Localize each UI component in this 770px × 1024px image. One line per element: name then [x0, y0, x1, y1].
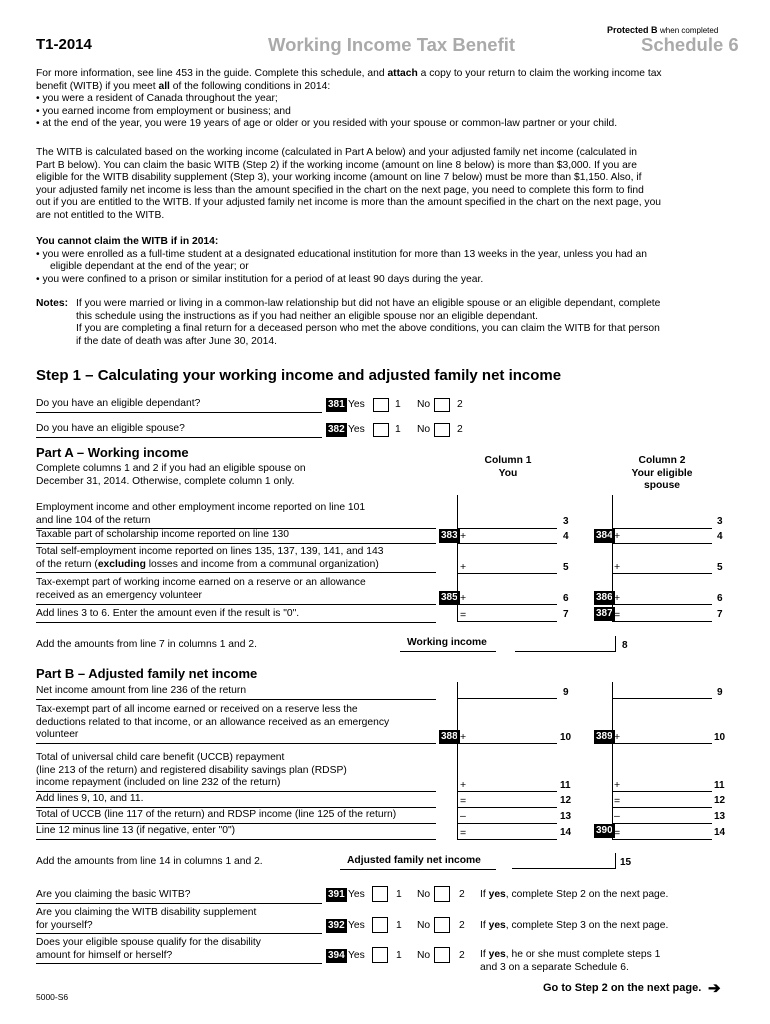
line-3-label: Employment income and other employment income reported on line 101 and line 104 of the return	[36, 502, 366, 526]
line-15-input[interactable]	[512, 853, 615, 869]
line-10-label: Tax-exempt part of all income earned or received on a reserve less the deductions related to that income, or an allowance received as an emergency volunteer	[36, 704, 390, 741]
no-checkbox-381[interactable]	[434, 398, 450, 412]
line-9-col2-input[interactable]	[612, 682, 712, 699]
result-394: If yes, he or she must complete steps 1 and 3 on a separate Schedule 6.	[480, 949, 661, 973]
q-disability-supplement: Are you claiming the WITB disability supplement for yourself?	[36, 907, 257, 931]
yes-checkbox-394[interactable]	[372, 947, 388, 963]
line-7-col2-input[interactable]	[612, 605, 712, 622]
form-title: Working Income Tax Benefit	[268, 34, 516, 55]
no-checkbox-392[interactable]	[434, 917, 450, 933]
yes-checkbox-392[interactable]	[372, 917, 388, 933]
yes-checkbox-382[interactable]	[373, 423, 389, 437]
line-11-col2-input[interactable]	[612, 744, 712, 792]
line-12-col1-input[interactable]	[457, 792, 557, 808]
line-7-label: Add lines 3 to 6. Enter the amount even if the result is "0".	[36, 608, 300, 619]
line-15-label: Add the amounts from line 14 in columns 1 and 2.	[36, 856, 263, 867]
goto-step2: Go to Step 2 on the next page.	[543, 982, 702, 994]
code-381: 381	[328, 399, 345, 410]
form-id: T1-2014	[36, 36, 92, 53]
no-checkbox-391[interactable]	[434, 886, 450, 902]
line-8-label: Add the amounts from line 7 in columns 1 and 2.	[36, 639, 257, 650]
q-eligible-spouse: Do you have an eligible spouse?	[36, 423, 185, 434]
line-13-col1-input[interactable]	[457, 808, 557, 824]
line-13-col2-input[interactable]	[612, 808, 712, 824]
no-checkbox-394[interactable]	[434, 947, 450, 963]
line-3-col1-input[interactable]	[457, 495, 557, 529]
line-9-col1-input[interactable]	[457, 682, 557, 699]
result-391: If yes, complete Step 2 on the next page.	[480, 889, 669, 900]
line-13-label: Total of UCCB (line 117 of the return) and RDSP income (line 125 of the return)	[36, 809, 397, 820]
witb-explanation: The WITB is calculated based on the working income (calculated in Part A below) and your adjusted family net income (calculated in Part B below). You can claim the basic WITB (Step 2) if the working income (amount on line 8 below) is more than $3,000. If you are eligible for the WITB disability supplement (Step 3), your working income (amount on line 7 below) must be more than $1,150. Also, if your adjusted family net income is less than the amount specified in the chart on the next page, you need to complete this form to find out if you are entitled to the WITB. If your adjusted family net income is more than the amount specified in the chart on the next page, you are not entitled to the WITB.	[36, 147, 662, 221]
line-6-col1-input[interactable]	[457, 574, 557, 605]
line-4-label: Taxable part of scholarship income reported on line 130	[36, 529, 289, 540]
q-basic-witb: Are you claiming the basic WITB?	[36, 889, 191, 900]
line-14-label: Line 12 minus line 13 (if negative, enter "0")	[36, 825, 236, 836]
part-b-title: Part B – Adjusted family net income	[36, 666, 258, 681]
line-3-col2-input[interactable]	[612, 495, 712, 529]
line-14-col2-input[interactable]	[612, 824, 712, 840]
schedule-label: Schedule 6	[641, 34, 739, 55]
line-6-label: Tax-exempt part of working income earned on a reserve or an allowance received as an emergency volunteer	[36, 577, 366, 601]
line-8-input[interactable]	[515, 636, 615, 652]
part-a-instructions: Complete columns 1 and 2 if you had an eligible spouse on December 31, 2014. Otherwise, complete column 1 only.	[36, 463, 306, 487]
cannot-claim: You cannot claim the WITB if in 2014: • you were enrolled as a full-time student at a designated educational institution for more than 13 weeks in the year, unless you had an eligible dependant at the end of the year; or • you were confined to a prison or similar institution for a period of at least 90 days during the year.	[36, 236, 647, 285]
yes-checkbox-391[interactable]	[372, 886, 388, 902]
q-eligible-dependant: Do you have an eligible dependant?	[36, 398, 201, 409]
yes-checkbox-381[interactable]	[373, 398, 389, 412]
line-5-col1-input[interactable]	[457, 544, 557, 574]
line-4-col1-input[interactable]	[457, 529, 557, 544]
notes-label: Notes:	[36, 298, 69, 309]
arrow-right-icon: ➔	[708, 980, 721, 997]
column2-header: Column 2 Your eligible spouse	[631, 455, 693, 492]
no-checkbox-382[interactable]	[434, 423, 450, 437]
line-11-label: Total of universal child care benefit (UCCB) repayment (line 213 of the return) and registered disability savings plan (RDSP) income repayment (included on line 232 of the return)	[36, 752, 347, 789]
notes-text: If you were married or living in a common-law relationship but did not have an eligible spouse or an eligible dependant, complete this schedule using the instructions as if you had neither an eligible spouse nor an eligible dependant. If you are completing a final return for a deceased person who met the above conditions, you can claim the WITB for that person if the date of death was after June 30, 2014.	[76, 298, 661, 347]
line-11-col1-input[interactable]	[457, 744, 557, 792]
intro-paragraph: For more information, see line 453 in the guide. Complete this schedule, and attach a copy to your return to claim the working income tax benefit (WITB) if you meet all of the following conditions in 2014: • you were a resident of Canada throughout the year; • you earned income from employment or business; and • at the end of the year, you were 19 years of age or older or you resided with your spouse or common-law partner or your child.	[36, 68, 662, 130]
code-382: 382	[328, 424, 345, 435]
line-10-col2-input[interactable]	[612, 699, 712, 744]
line-6-col2-input[interactable]	[612, 574, 712, 605]
adjusted-family-net-income-label: Adjusted family net income	[347, 855, 481, 866]
line-12-col2-input[interactable]	[612, 792, 712, 808]
line-5-label: Total self-employment income reported on lines 135, 137, 139, 141, and 143 of the return (excluding losses and income from a communal organization)	[36, 546, 384, 570]
line-5-col2-input[interactable]	[612, 544, 712, 574]
line-14-col1-input[interactable]	[457, 824, 557, 840]
result-392: If yes, complete Step 3 on the next page.	[480, 920, 669, 931]
line-4-col2-input[interactable]	[612, 529, 712, 544]
line-12-label: Add lines 9, 10, and 11.	[36, 793, 144, 804]
line-7-col1-input[interactable]	[457, 605, 557, 622]
line-10-col1-input[interactable]	[457, 699, 557, 744]
protected-label: Protected B when completed	[607, 25, 719, 35]
part-a-title: Part A – Working income	[36, 445, 189, 460]
q-spouse-disability: Does your eligible spouse qualify for the disability amount for himself or herself?	[36, 937, 261, 961]
form-code: 5000-S6	[36, 992, 69, 1002]
working-income-label: Working income	[407, 637, 487, 648]
step1-title: Step 1 – Calculating your working income and adjusted family net income	[36, 367, 562, 384]
line-9-label: Net income amount from line 236 of the return	[36, 685, 247, 696]
column1-header: Column 1 You	[484, 455, 532, 479]
